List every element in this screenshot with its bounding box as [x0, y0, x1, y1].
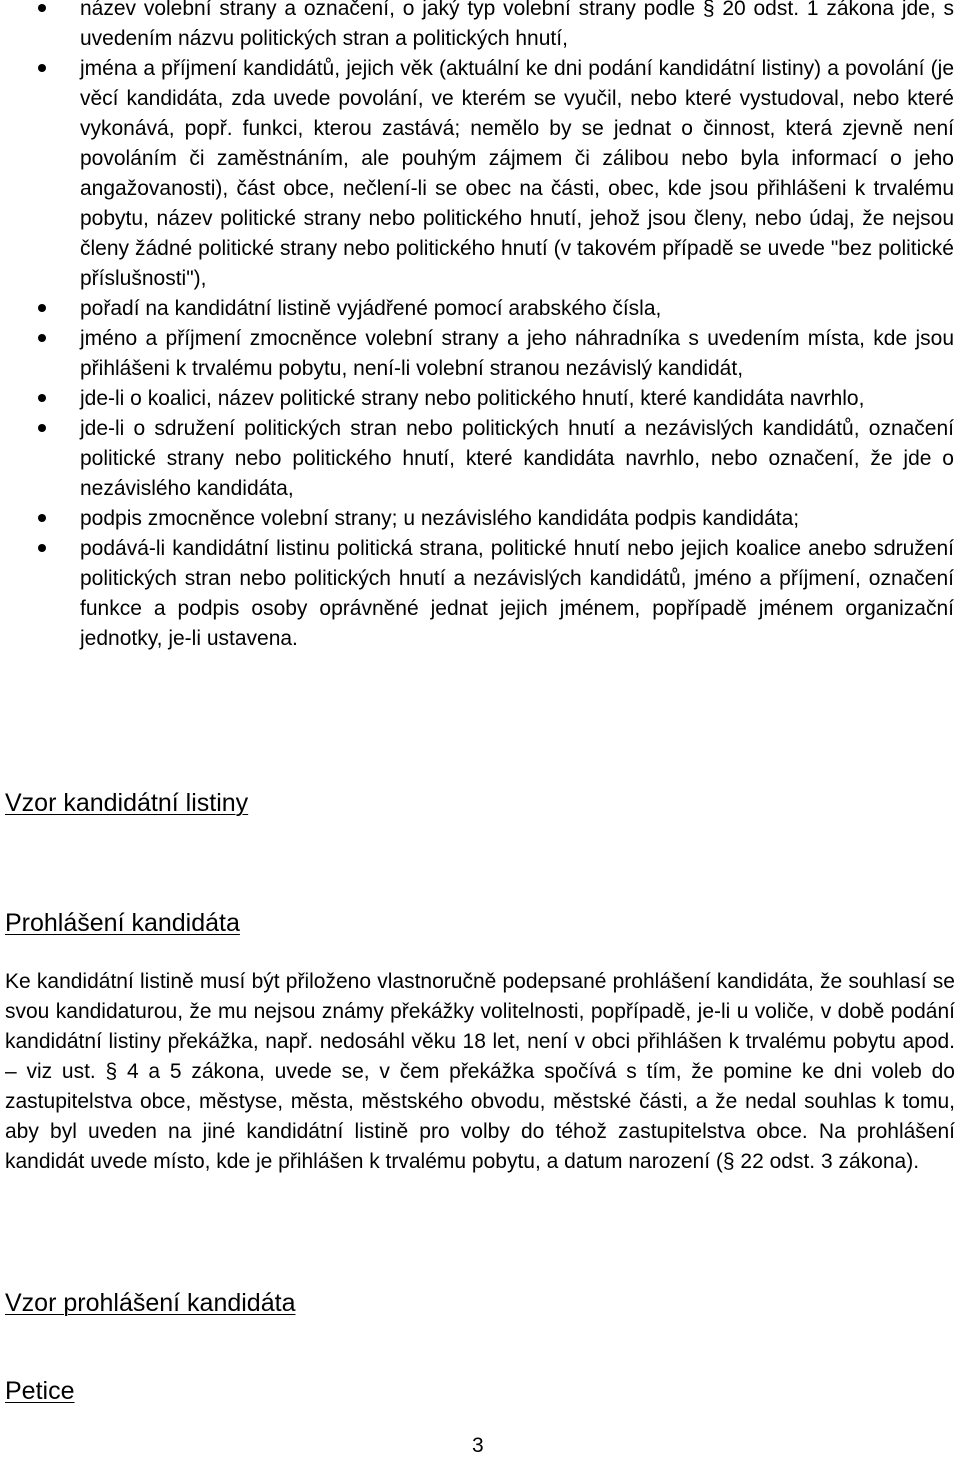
bullet-icon [38, 514, 46, 522]
bullet-icon [38, 4, 46, 12]
list-item [0, 324, 960, 384]
list-item-text: název volební strany a označení, o jaký typ volební strany podle § 20 odst. 1 zákona jde, s uvedením názvu politických stran a politických hnutí, [80, 0, 954, 50]
list-item-text: jde-li o sdružení politických stran nebo politických hnutí a nezávislých kandidátů, označení politické strany nebo politického hnutí, které kandidáta navrhlo, nebo označení, že jde o nezávislého kandidáta, [80, 417, 954, 500]
bullet-icon [38, 334, 46, 342]
list-item [0, 414, 960, 504]
list-item-text: jména a příjmení kandidátů, jejich věk (aktuální ke dni podání kandidátní listiny) a povolání (je věcí kandidáta, zda uvede povolání, ve kterém se vyučil, nebo které vystudoval, nebo které vykonává, popř. funkci, kterou zastává; nemělo by se jednat o činnost, která zjevně není povoláním či zaměstnáním, ale pouhým zájmem či zálibou nebo byla informací o jeho angažovanosti), část obce, nečlení-li se obec na části, obec, kde jsou přihlášeni k trvalému pobytu, název politické strany nebo politického hnutí, jehož jsou členy, nebo údaj, že nejsou členy žádné politické strany nebo politického hnutí (v takovém případě se uvede "bez politické příslušnosti"), [80, 57, 954, 290]
link-prohlaseni-kandidata[interactable]: Prohlášení kandidáta [5, 909, 240, 937]
link-vzor-kandidatni-listiny[interactable]: Vzor kandidátní listiny [5, 789, 249, 817]
list-item [0, 384, 960, 414]
list-item-text: pořadí na kandidátní listině vyjádřené pomocí arabského čísla, [80, 297, 662, 320]
list-item [0, 54, 960, 294]
bullet-icon [38, 544, 46, 552]
list-item-text: podpis zmocněnce volební strany; u nezávislého kandidáta podpis kandidáta; [80, 507, 800, 530]
prohlaseni-paragraph: Ke kandidátní listině musí být přiloženo vlastnoručně podepsané prohlášení kandidáta, že souhlasí se svou kandidaturou, že mu nejsou známy překážky volitelnosti, popřípadě, je-li u voliče, v době podání kandidátní listiny překážka, např. nedosáhl věku 18 let, není v obci přihlášen k trvalému pobytu apod. – viz ust. § 4 a 5 zákona, uvede se, v čem překážka spočívá s tím, že pomine ke dni voleb do zastupitelstva obce, městyse, města, městského obvodu, městské části, a že nedal souhlas k tomu, aby byl uveden na jiné kandidátní listině pro volby do téhož zastupitelstva obce. Na prohlášení kandidát uvede místo, kde je přihlášen k trvalému pobytu, a datum narození (§ 22 odst. 3 zákona). [5, 970, 955, 1173]
bullet-icon [38, 304, 46, 312]
link-petice[interactable]: Petice [5, 1377, 75, 1405]
page-number: 3 [472, 1434, 484, 1457]
bullet-icon [38, 424, 46, 432]
list-item [0, 504, 960, 534]
list-item [0, 0, 960, 54]
list-item [0, 534, 960, 654]
bullet-icon [38, 64, 46, 72]
list-item-text: podává-li kandidátní listinu politická strana, politické hnutí nebo jejich koalice anebo sdružení politických stran nebo politických hnutí a nezávislých kandidátů, jméno a příjmení, označení funkce a podpis osoby oprávněné jednat jejich jménem, popřípadě jménem organizační jednotky, je-li ustavena. [80, 537, 954, 650]
list-item-text: jde-li o koalici, název politické strany nebo politického hnutí, které kandidáta navrhlo, [80, 387, 865, 410]
link-vzor-prohlaseni-kandidata[interactable]: Vzor prohlášení kandidáta [5, 1289, 296, 1317]
requirements-list [0, 0, 960, 654]
list-item [0, 294, 960, 324]
bullet-icon [38, 394, 46, 402]
list-item-text: jméno a příjmení zmocněnce volební strany a jeho náhradníka s uvedením místa, kde jsou přihlášeni k trvalému pobytu, není-li volební stranou nezávislý kandidát, [80, 327, 954, 380]
